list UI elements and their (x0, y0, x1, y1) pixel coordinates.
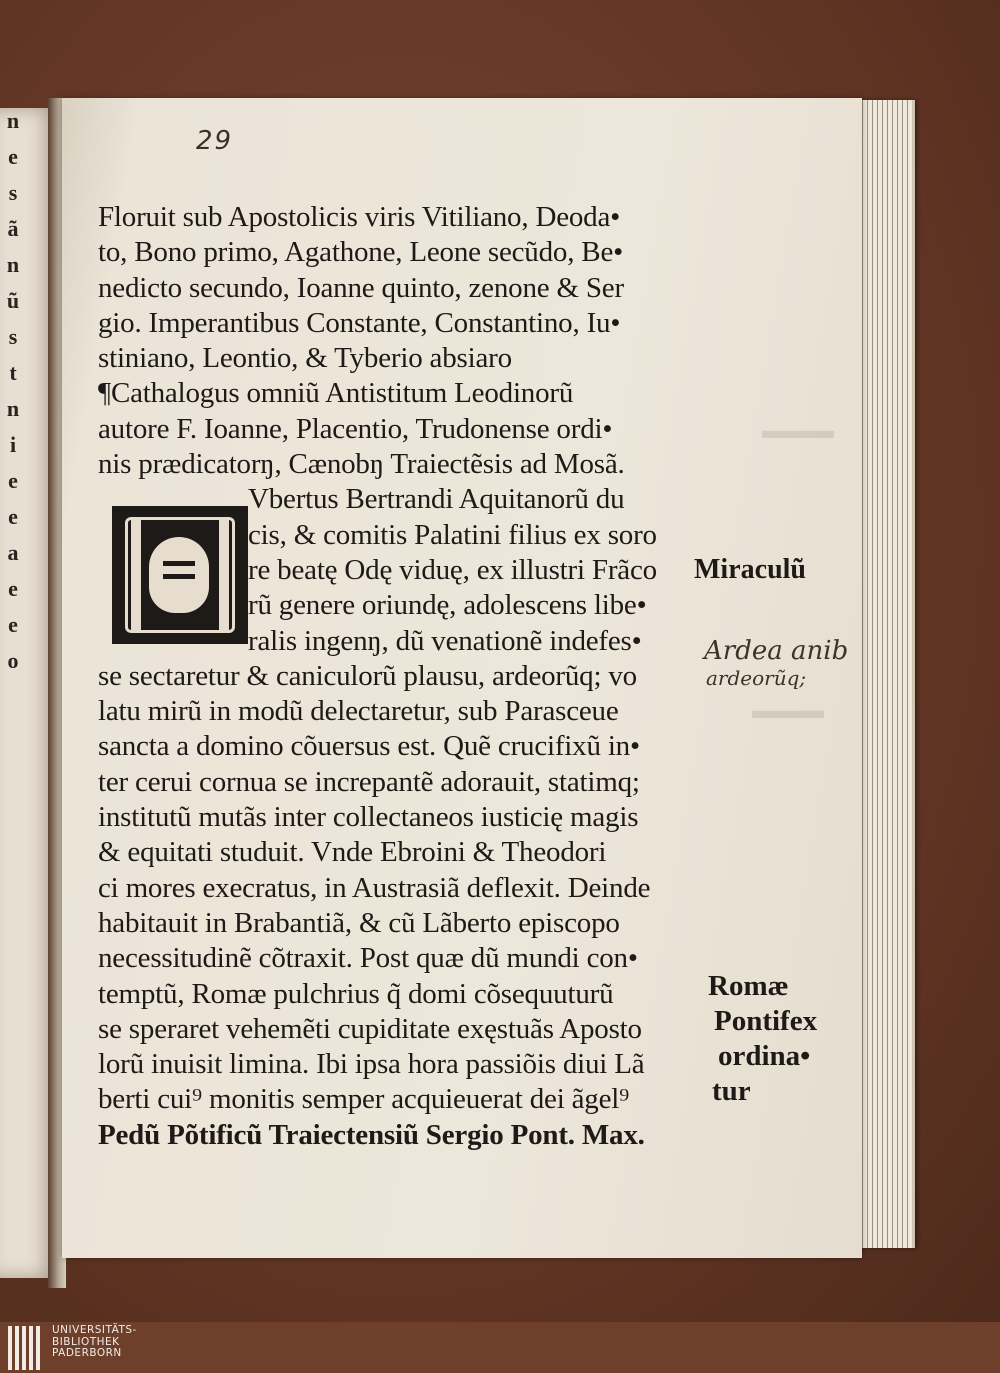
text-line: sancta a domino cõuersus est. Quẽ crucifixũ in• (98, 730, 640, 763)
text-line: habitauit in Brabantiã, & cũ Lãberto episcopo (98, 906, 620, 939)
text-line: temptũ, Romæ pulchrius q̃ domi cõsequuturũ (98, 977, 614, 1010)
left-letter: n (6, 252, 20, 277)
left-letter: e (8, 576, 18, 601)
left-letter: e (8, 144, 18, 169)
left-letter: i (9, 432, 17, 457)
text-line: stiniano, Leontio, & Tyberio absiaro (98, 342, 512, 375)
text-line: necessitudinẽ cõtraxit. Post quæ dũ mundi con• (98, 942, 638, 975)
library-name (52, 1325, 137, 1360)
main-text (98, 200, 698, 1153)
side-word: ordina• (718, 1040, 811, 1072)
handwritten-note: Ardea anib (704, 636, 849, 666)
initial-pillar (131, 519, 141, 631)
handwritten-note: ardeorũq; (706, 666, 807, 690)
library-line: PADERBORN (52, 1347, 122, 1359)
left-letter: s (8, 324, 18, 349)
side-word: tur (712, 1075, 751, 1107)
text-line: latu mirũ in modũ delectaretur, sub Parasceue (98, 695, 619, 728)
text-line: ralis ingenŋ, dũ venationẽ indefes• (248, 624, 642, 657)
text-line: rũ genere oriundę, adolescens libe• (248, 589, 647, 622)
left-letter: t (9, 360, 17, 385)
margin-note: Miraculũ (694, 554, 806, 585)
text-line: berti cui⁹ monitis semper acquieuerat dei ãgel⁹ (98, 1083, 630, 1116)
text-line: nis prædicatorŋ, Cænobŋ Traiectẽsis ad Mosã. (98, 448, 625, 481)
text-line: ¶Cathalogus omniũ Antistitum Leodinorũ (98, 377, 574, 410)
side-word: Pontifex (714, 1005, 818, 1037)
text-line: Pedũ Põtificũ Traiectensiũ Sergio Pont. Max. (98, 1118, 645, 1151)
left-letter: o (7, 648, 19, 673)
left-letter: ã (7, 216, 19, 241)
text-line: re beatę Odę viduę, ex illustri Frãco (248, 553, 657, 586)
left-page-letters (2, 108, 24, 684)
library-line: UNIVERSITÄTS- (52, 1324, 137, 1336)
page-edges (858, 100, 915, 1248)
left-letter: n (6, 108, 20, 133)
left-letter: s (8, 180, 18, 205)
text-line: gio. Imperantibus Constante, Constantino, Iu• (98, 306, 621, 339)
text-line: to, Bono primo, Agathone, Leone secũdo, Be• (98, 236, 624, 269)
text-line: autore F. Ioanne, Placentio, Trudonense ordi• (98, 412, 613, 445)
left-letter: e (8, 504, 18, 529)
left-letter: n (6, 396, 20, 421)
text-line: ci mores execratus, in Austrasiã deflexit. Deinde (98, 871, 651, 904)
text-line: cis, & comitis Palatini filius ex soro (248, 518, 657, 551)
left-letter: e (8, 468, 18, 493)
decorated-initial-h (112, 506, 248, 644)
text-line: Floruit sub Apostolicis viris Vitiliano, Deoda• (98, 201, 621, 233)
text-line: Vbertus Bertrandi Aquitanorũ du (248, 483, 625, 516)
text-line: ter cerui cornua se increpantẽ adorauit, statimq; (98, 765, 640, 798)
show-through-text: ▬▬▬ (752, 698, 824, 724)
library-logo-icon (8, 1326, 44, 1370)
text-line: se sectaretur & caniculorũ plausu, ardeorũq; vo (98, 659, 637, 692)
footer-bar (0, 1322, 1000, 1373)
show-through-text: ▬▬▬ (762, 418, 834, 444)
left-letter: e (8, 612, 18, 637)
left-letter: a (7, 540, 19, 565)
initial-pillar (219, 519, 229, 631)
text-line: lorũ inuisit limina. Ibi ipsa hora passiõis diui Lã (98, 1048, 645, 1081)
library-line: BIBLIOTHEK (52, 1335, 120, 1348)
text-line: nedicto secundo, Ioanne quinto, zenone & Ser (98, 271, 624, 304)
text-line: institutũ mutãs inter collectaneos iusticię magis (98, 801, 639, 834)
initial-face (149, 537, 209, 613)
left-letter: ũ (6, 288, 20, 313)
text-line: & equitati studuit. Vnde Ebroini & Theodori (98, 836, 607, 869)
text-line: se speraret vehemẽti cupiditate exęstuãs Aposto (98, 1012, 642, 1045)
folio-number: 29 (196, 126, 234, 156)
side-word: Romæ (708, 970, 789, 1002)
